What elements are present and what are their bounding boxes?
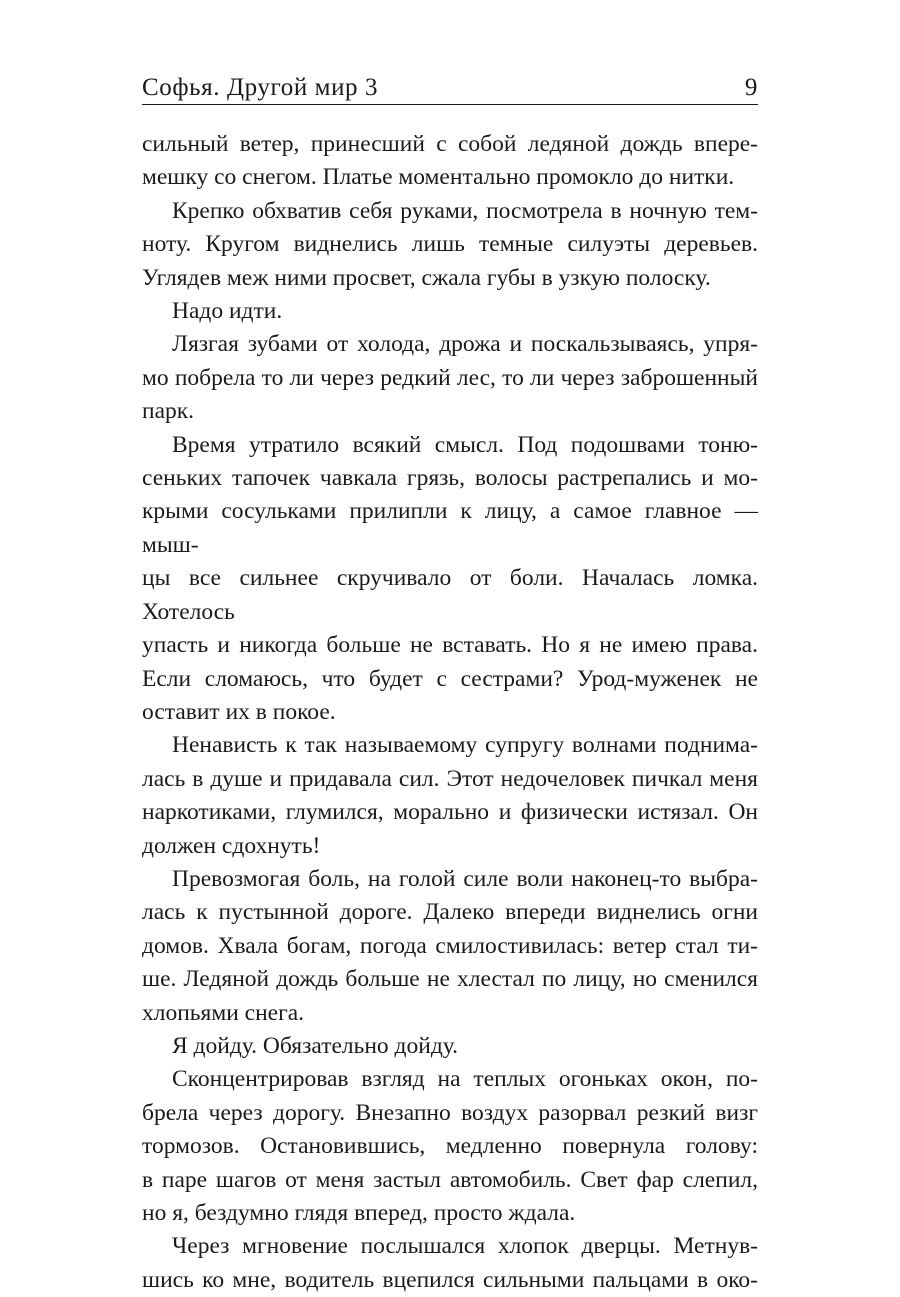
- text-line: но я, бездумно глядя вперед, просто ждала.: [142, 1200, 576, 1226]
- text-line: наркотиками, глумился, морально и физически истязал. Он: [142, 799, 758, 826]
- text-line: Если сломаюсь, что будет с сестрами? Урод-муженек не: [142, 665, 758, 692]
- paragraph: [142, 128, 758, 195]
- text-line: Я дойду. Обязательно дойду.: [172, 1032, 459, 1059]
- text-line: крыми сосульками прилипли к лицу, а самое главное — мыш-: [142, 498, 758, 558]
- text-line: Ненависть к так называемому супругу волнами поднима-: [172, 732, 758, 759]
- paragraph: [142, 1063, 758, 1230]
- text-line: Крепко обхватив себя руками, посмотрела в ночную тем-: [172, 197, 758, 224]
- text-line: Углядев меж ними просвет, сжала губы в узкую полоску.: [142, 264, 711, 291]
- paragraph: [142, 1030, 758, 1063]
- text-line: Время утратило всякий смысл. Под подошвами тоню-: [172, 431, 758, 458]
- text-line: цы все сильнее скручивало от боли. Началась ломка. Хотелось: [142, 565, 758, 625]
- paragraph: [142, 729, 758, 863]
- paragraph: [142, 295, 758, 328]
- text-line: Превозмогая боль, на голой силе воли наконец-то выбра-: [172, 865, 758, 892]
- text-line: сильный ветер, принесший с собой ледяной дождь впере-: [142, 131, 758, 157]
- paragraph: [142, 1230, 758, 1297]
- text-line: сеньких тапочек чавкала грязь, волосы растрепались и мо-: [142, 465, 758, 492]
- text-line: упасть и никогда больше не вставать. Но я не имею права.: [142, 632, 758, 659]
- paragraph: [142, 328, 758, 428]
- text-line: домов. Хвала богам, погода смилостивилась: ветер стал ти-: [142, 932, 758, 959]
- paragraph: [142, 863, 758, 1030]
- text-line: парк.: [142, 398, 195, 425]
- header-rule: [142, 104, 758, 105]
- text-line: должен сдохнуть!: [142, 832, 321, 859]
- text-line: лась к пустынной дороге. Далеко впереди виднелись огни: [142, 899, 758, 926]
- text-line: ноту. Кругом виднелись лишь темные силуэты деревьев.: [142, 231, 758, 258]
- text-line: лась в душе и придавала сил. Этот недочеловек пичкал меня: [142, 765, 758, 792]
- text-line: Сконцентрировав взгляд на теплых огоньках окон, по-: [172, 1066, 758, 1093]
- text-line: Лязгая зубами от холода, дрожа и поскальзываясь, упря-: [172, 331, 758, 358]
- text-line: шись ко мне, водитель вцепился сильными пальцами в око-: [142, 1266, 758, 1293]
- text-line: мо побрела то ли через редкий лес, то ли через заброшенный: [142, 364, 758, 391]
- page-number: 9: [744, 74, 758, 101]
- text-line: в паре шагов от меня застыл автомобиль. Свет фар слепил,: [142, 1166, 758, 1193]
- text-line: оставит их в покое.: [142, 698, 336, 725]
- text-line: тормозов. Остановившись, медленно повернула голову:: [142, 1133, 758, 1160]
- text-line: мешку со снегом. Платье моментально промокло до нитки.: [142, 164, 735, 191]
- paragraph: [142, 429, 758, 730]
- text-line: Через мгновение послышался хлопок дверцы. Метнув-: [172, 1233, 758, 1260]
- book-title: Софья. Другой мир 3: [142, 74, 379, 101]
- text-line: хлопьями снега.: [142, 999, 305, 1026]
- text-line: Надо идти.: [172, 298, 283, 325]
- text-line: брела через дорогу. Внезапно воздух разорвал резкий визг: [142, 1099, 758, 1126]
- text-line: ше. Ледяной дождь больше не хлестал по лицу, но сменился: [142, 966, 758, 993]
- paragraph: [142, 195, 758, 295]
- body-text: [142, 128, 758, 1297]
- running-head: [142, 62, 758, 102]
